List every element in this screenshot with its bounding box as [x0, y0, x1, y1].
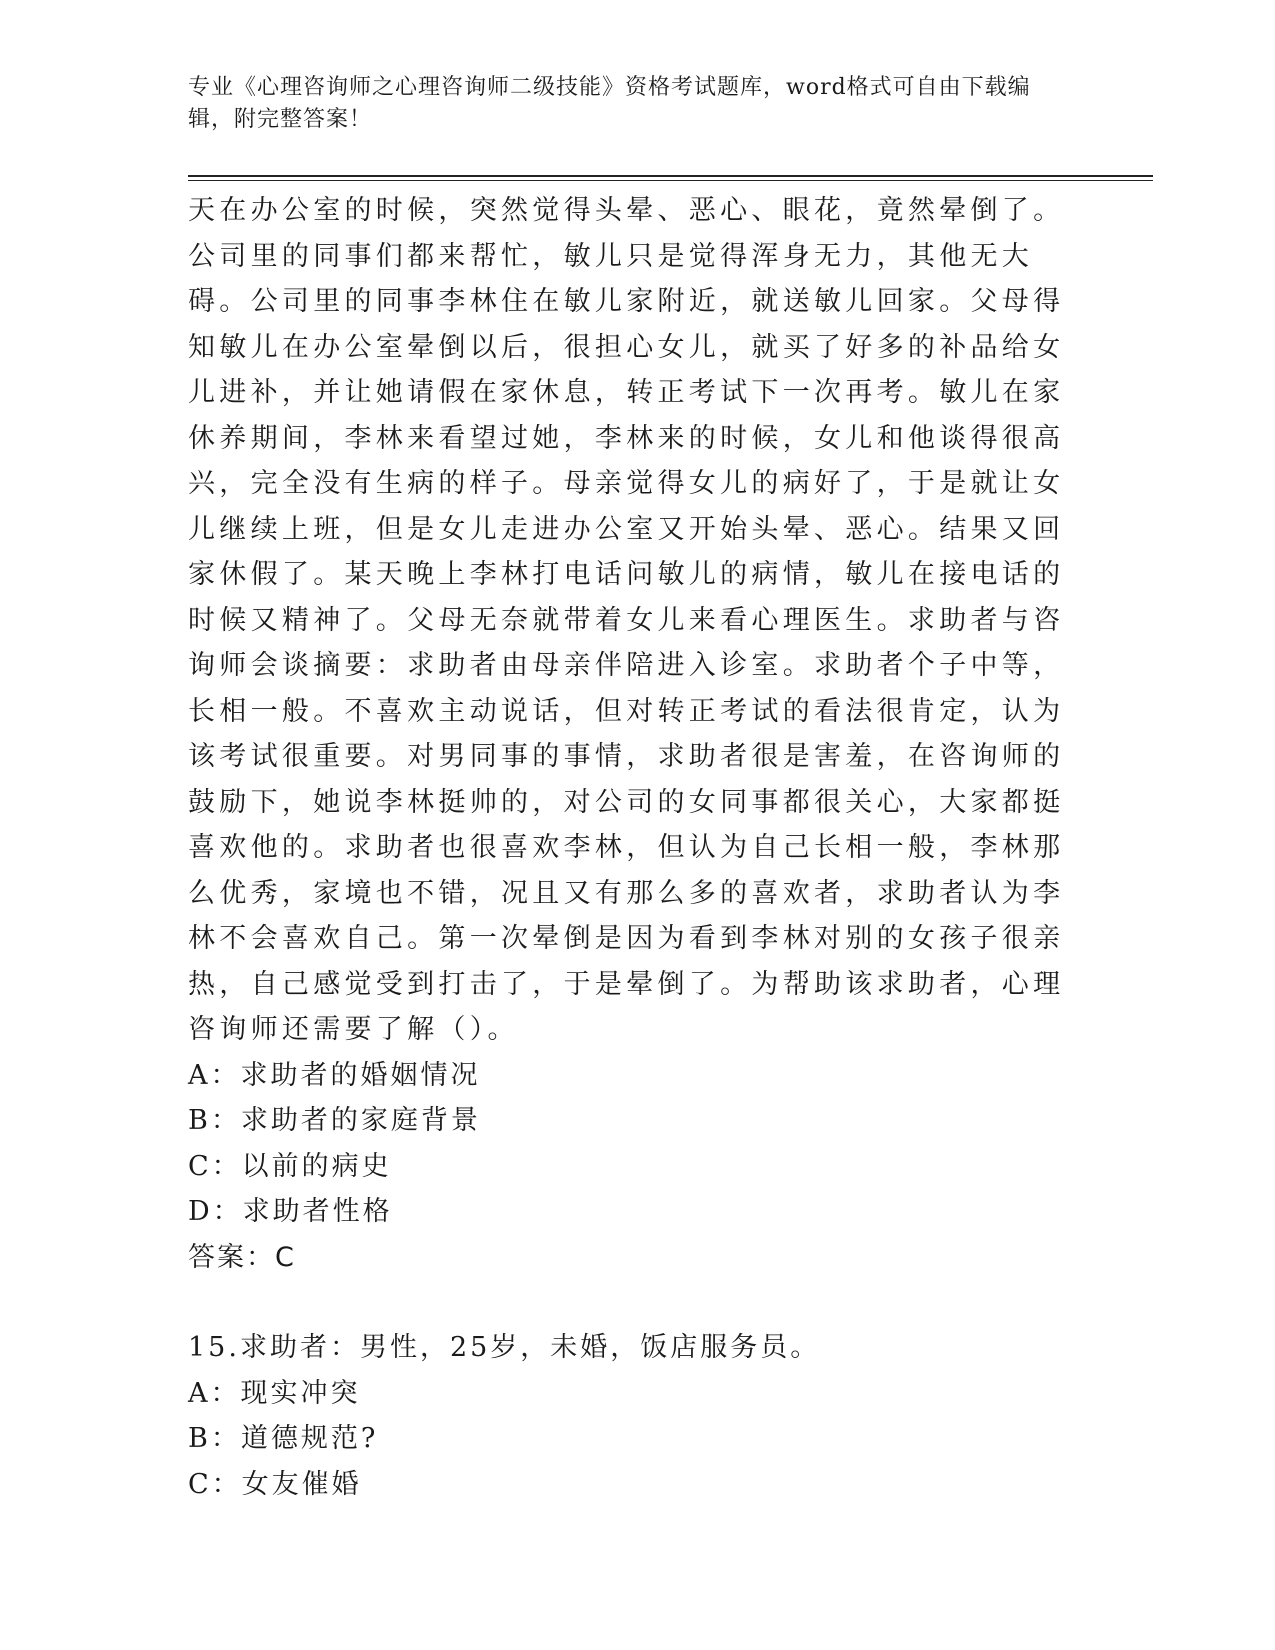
- question-14-option-b: B：求助者的家庭背景: [188, 1105, 481, 1136]
- header-divider: [188, 175, 1153, 181]
- document-header: [188, 72, 1068, 136]
- header-title: 专业《心理咨询师之心理咨询师二级技能》资格考试题库，word格式可自由下载编辑，附完整答案！: [188, 75, 1031, 132]
- question-14-stem: 天在办公室的时候，突然觉得头晕、恶心、眼花，竟然晕倒了。公司里的同事们都来帮忙，敏儿只是觉得浑身无力，其他无大碍。公司里的同事李林住在敏儿家附近，就送敏儿回家。父母得知敏儿在办公室晕倒以后，很担心女儿，就买了好多的补品给女儿进补，并让她请假在家休息，转正考试下一次再考。敏儿在家休养期间，李林来看望过她，李林来的时候，女儿和他谈得很高兴，完全没有生病的样子。母亲觉得女儿的病好了，于是就让女儿继续上班，但是女儿走进办公室又开始头晕、恶心。结果又回家休假了。某天晚上李林打电话问敏儿的病情，敏儿在接电话的时候又精神了。父母无奈就带着女儿来看心理医生。求助者与咨询师会谈摘要：求助者由母亲伴陪进入诊室。求助者个子中等，长相一般。不喜欢主动说话，但对转正考试的看法很肯定，认为该考试很重要。对男同事的事情，求助者很是害羞，在咨询师的鼓励下，她说李林挺帅的，对公司的女同事都很关心，大家都挺喜欢他的。求助者也很喜欢李林，但认为自己长相一般，李林那么优秀，家境也不错，况且又有那么多的喜欢者，求助者认为李林不会喜欢自己。第一次晕倒是因为看到李林对别的女孩子很亲热，自己感觉受到打击了，于是晕倒了。为帮助该求助者，心理咨询师还需要了解（）。: [188, 195, 1065, 1045]
- question-14-option-c: C：以前的病史: [188, 1150, 392, 1182]
- question-15-option-b: B：道德规范?: [188, 1423, 379, 1454]
- question-15-stem: 15.求助者：男性，25岁，未婚，饭店服务员。: [188, 1331, 821, 1363]
- question-14-answer: 答案：C: [188, 1241, 296, 1273]
- question-14-option-d: D：求助者性格: [188, 1196, 393, 1227]
- question-14-option-a: A：求助者的婚姻情况: [188, 1059, 481, 1091]
- question-15-option-a: A：现实冲突: [188, 1377, 361, 1409]
- question-15-option-c: C：女友催婚: [188, 1468, 362, 1500]
- document-body: [188, 188, 1068, 1507]
